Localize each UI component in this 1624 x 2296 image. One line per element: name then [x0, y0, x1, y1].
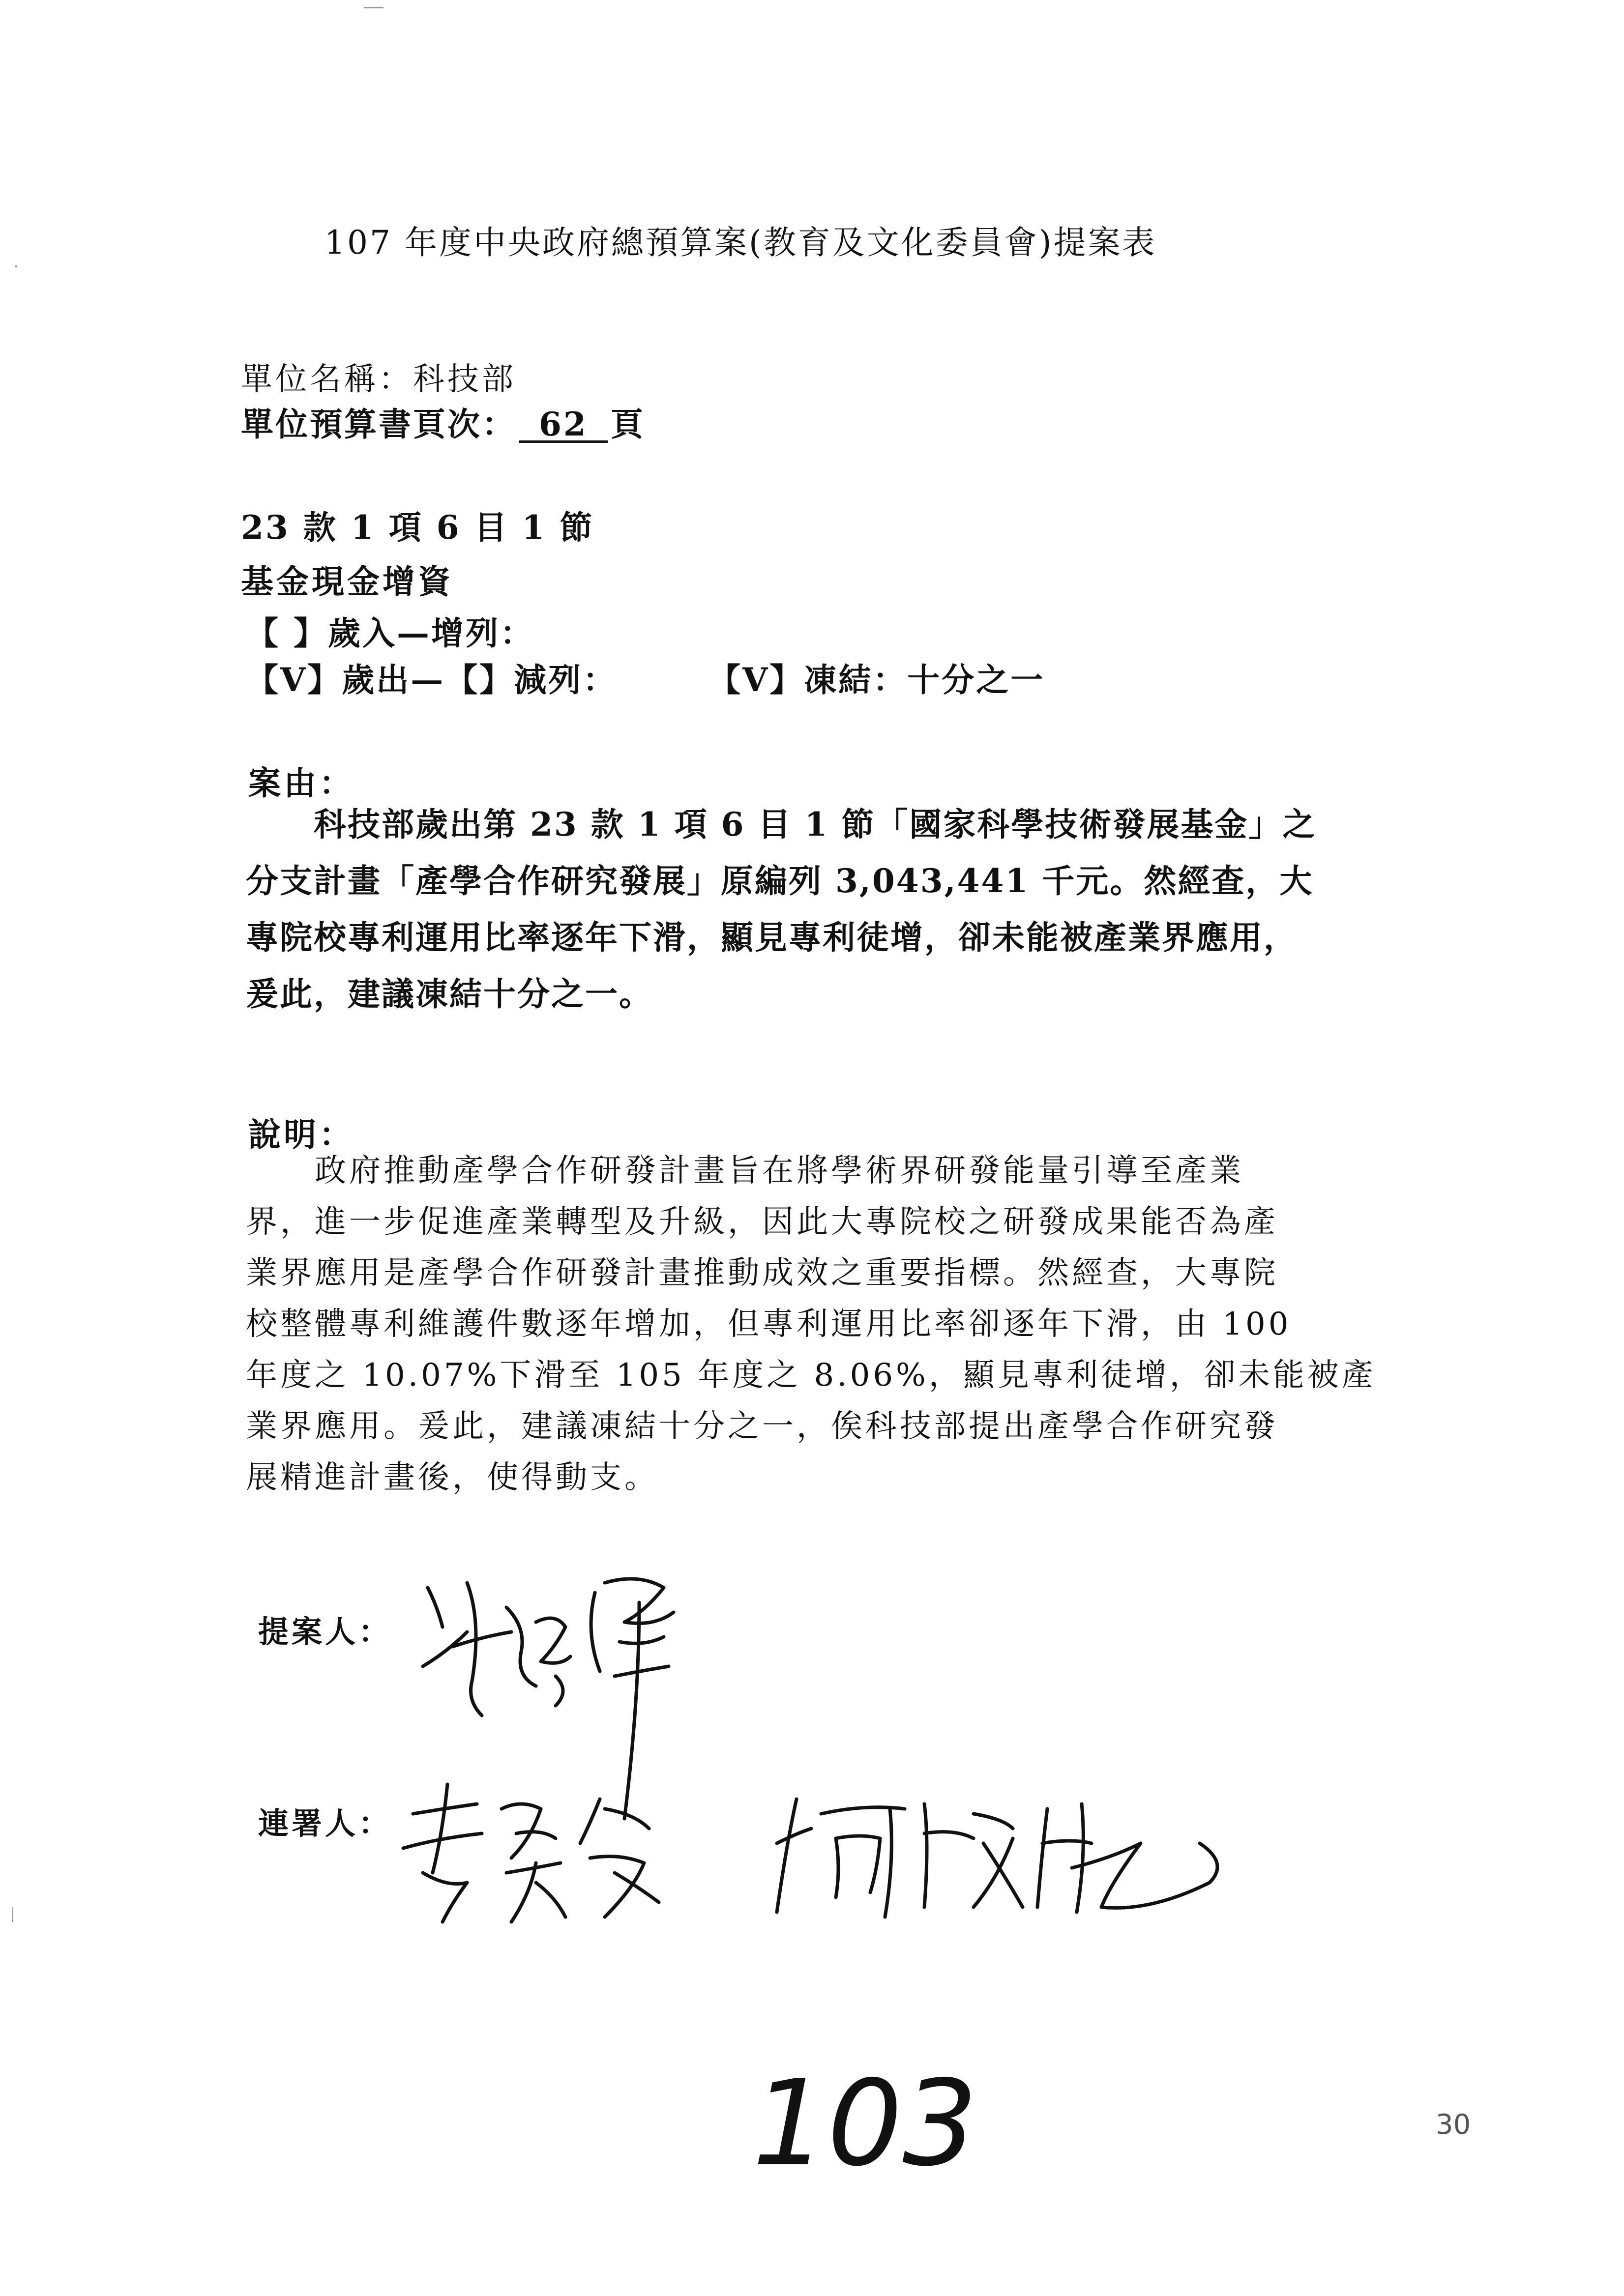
document-title: 107 年度中央政府總預算案(教育及文化委員會)提案表: [325, 224, 1157, 262]
freeze-line: 【V】凍結：十分之一: [708, 661, 1045, 699]
unit-page-number: 62: [519, 408, 608, 443]
item-code: 23 款 1 項 6 目 1 節: [241, 508, 594, 547]
item-name: 基金現金增資: [241, 562, 453, 601]
reason-body: [246, 796, 1387, 1022]
reason-line: 分支計畫「產學合作研究發展」原編列 3,043,441 千元。然經查，大: [246, 862, 1314, 900]
cosigner-label: 連署人：: [258, 1805, 392, 1841]
explanation-line: 業界應用是產學合作研發計畫推動成效之重要指標。然經查，大專院: [246, 1255, 1278, 1291]
corner-mark: 30: [1436, 2109, 1471, 2141]
income-line: 【 】歲入—增列：: [246, 614, 534, 652]
explanation-line: 業界應用。爰此，建議凍結十分之一，俟科技部提出產學合作研究發: [246, 1408, 1278, 1445]
proposer-label: 提案人：: [258, 1614, 392, 1650]
explanation-line: 界，進一步促進產業轉型及升級，因此大專院校之研發成果能否為產: [246, 1204, 1278, 1240]
explanation-label: 說明：: [248, 1115, 354, 1154]
expend-line: 【V】歲出—【】減列：: [246, 661, 618, 699]
handwritten-page-number: 103: [752, 2055, 978, 2192]
scan-speck: [15, 265, 17, 267]
reason-line: 科技部歲出第 23 款 1 項 6 目 1 節「國家科學技術發展基金」之: [246, 805, 1317, 843]
cosigner-signature-1: [393, 1774, 698, 1932]
explanation-line: 校整體專利維護件數逐年增加，但專利運用比率卻逐年下滑，由 100: [246, 1306, 1292, 1342]
unit-name: 單位名稱：科技部: [241, 361, 516, 398]
unit-page-prefix: 單位預算書頁次：: [241, 405, 516, 443]
unit-page-line: [241, 398, 645, 445]
explanation-line: 展精進計畫後，使得動支。: [246, 1459, 659, 1496]
reason-line: 專院校專利運用比率逐年下滑，顯見專利徒增，卻未能被產業界應用，: [246, 918, 1298, 957]
cosigner-signature-2: [767, 1784, 1249, 1932]
reason-line: 爰此，建議凍結十分之一。: [246, 975, 653, 1013]
unit-page-suffix: 頁: [610, 405, 645, 443]
reason-label: 案由：: [248, 764, 354, 802]
explanation-line: 政府推動產學合作研發計畫旨在將學術界研發能量引導至產業: [246, 1153, 1244, 1189]
scan-speck: [364, 7, 384, 8]
explanation-body: [246, 1145, 1387, 1503]
explanation-line: 年度之 10.07%下滑至 105 年度之 8.06%，顯見專利徒增，卻未能被產: [246, 1357, 1376, 1394]
scan-speck: [12, 1907, 13, 1922]
